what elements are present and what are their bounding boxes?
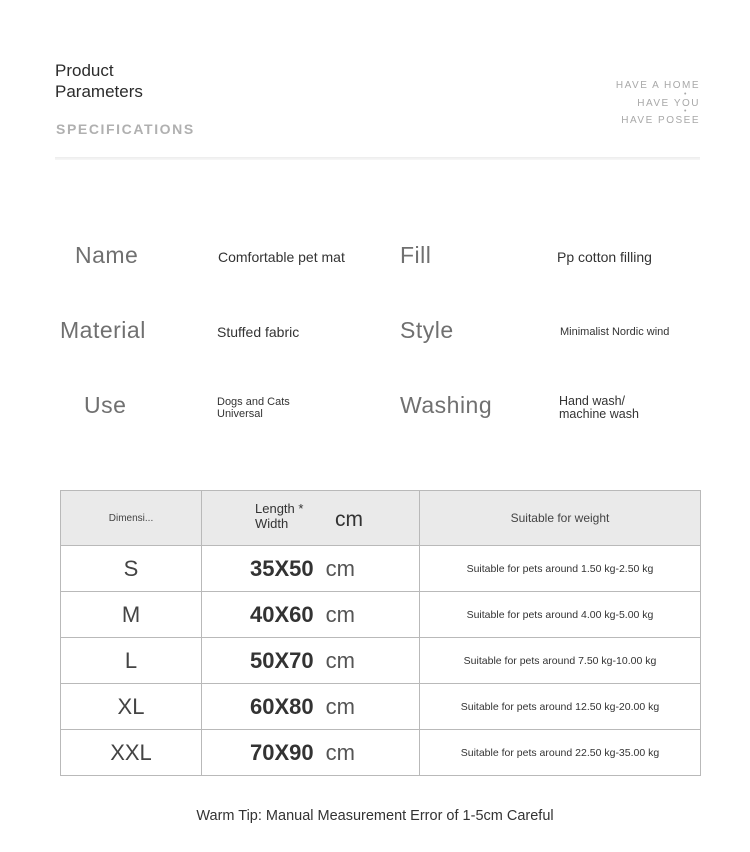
dimension-value: 60X80 [250, 693, 314, 719]
param-label-washing: Washing [400, 392, 493, 418]
slogan-line-1: HAVE A HOME [615, 80, 700, 91]
param-value-fill: Pp cotton filling [557, 249, 652, 265]
size-cell: XL [61, 684, 202, 730]
param-value-material: Stuffed fabric [217, 324, 300, 340]
dot-separator: • [684, 90, 688, 98]
size-table [60, 490, 701, 776]
page-title: Product Parameters [55, 61, 143, 101]
slogan-line-3: HAVE POSEE [621, 115, 700, 126]
size-cell: M [61, 592, 202, 638]
param-label-style: Style [400, 317, 454, 343]
dimension-cell [202, 638, 420, 684]
header-length-width [202, 491, 420, 546]
header-weight: Suitable for weight [420, 491, 701, 546]
param-label-fill: Fill [400, 242, 432, 268]
weight-cell: Suitable for pets around 4.00 kg-5.00 kg [420, 592, 701, 638]
weight-cell: Suitable for pets around 1.50 kg-2.50 kg [420, 546, 701, 592]
size-cell: S [61, 546, 202, 592]
dimension-unit: cm [325, 693, 355, 719]
dimension-unit: cm [325, 647, 355, 673]
weight-cell: Suitable for pets around 22.50 kg-35.00 kg [420, 730, 701, 776]
param-value-washing-line: machine wash [559, 407, 639, 421]
size-cell: XXL [61, 730, 202, 776]
table-row [61, 546, 701, 592]
header-size: Dimensi... [61, 491, 202, 546]
table-header-row [61, 491, 701, 546]
size-cell: L [61, 638, 202, 684]
brand-slogan [616, 80, 700, 127]
param-value-use-line: Universal [217, 408, 263, 420]
param-value-use-line: Dogs and Cats [217, 396, 290, 408]
dimension-value: 50X70 [250, 647, 314, 673]
param-value-washing [559, 395, 639, 421]
table-row [61, 684, 701, 730]
slogan-line-2: HAVE YOU [637, 97, 700, 109]
header-width-text: Width [255, 516, 289, 531]
header-divider [55, 157, 700, 160]
dimension-value: 40X60 [250, 601, 314, 627]
dimension-unit: cm [325, 555, 355, 581]
dimension-cell [202, 592, 420, 638]
dimension-value: 35X50 [250, 555, 314, 581]
dimension-cell [202, 730, 420, 776]
specifications-heading: SPECIFICATIONS [56, 121, 195, 137]
header-length-text: Length * [255, 501, 304, 516]
header-unit: cm [335, 508, 363, 531]
dot-separator: • [684, 108, 688, 115]
table-row [61, 638, 701, 684]
param-label-use: Use [84, 392, 127, 418]
param-value-style: Minimalist Nordic wind [560, 326, 670, 338]
dimension-cell [202, 546, 420, 592]
param-value-washing-line: Hand wash/ [559, 394, 626, 408]
dimension-value: 70X90 [250, 739, 314, 765]
weight-cell: Suitable for pets around 12.50 kg-20.00 kg [420, 684, 701, 730]
param-label-material: Material [60, 317, 146, 343]
weight-cell: Suitable for pets around 7.50 kg-10.00 kg [420, 638, 701, 684]
param-value-name: Comfortable pet mat [218, 249, 345, 265]
table-row [61, 730, 701, 776]
dimension-unit: cm [325, 739, 355, 765]
table-row [61, 592, 701, 638]
header-length-width-label [255, 501, 303, 531]
dimension-cell [202, 684, 420, 730]
param-label-name: Name [75, 242, 139, 268]
param-value-use [217, 396, 290, 420]
warm-tip: Warm Tip: Manual Measurement Error of 1-5cm Careful [196, 808, 554, 824]
dimension-unit: cm [325, 601, 355, 627]
